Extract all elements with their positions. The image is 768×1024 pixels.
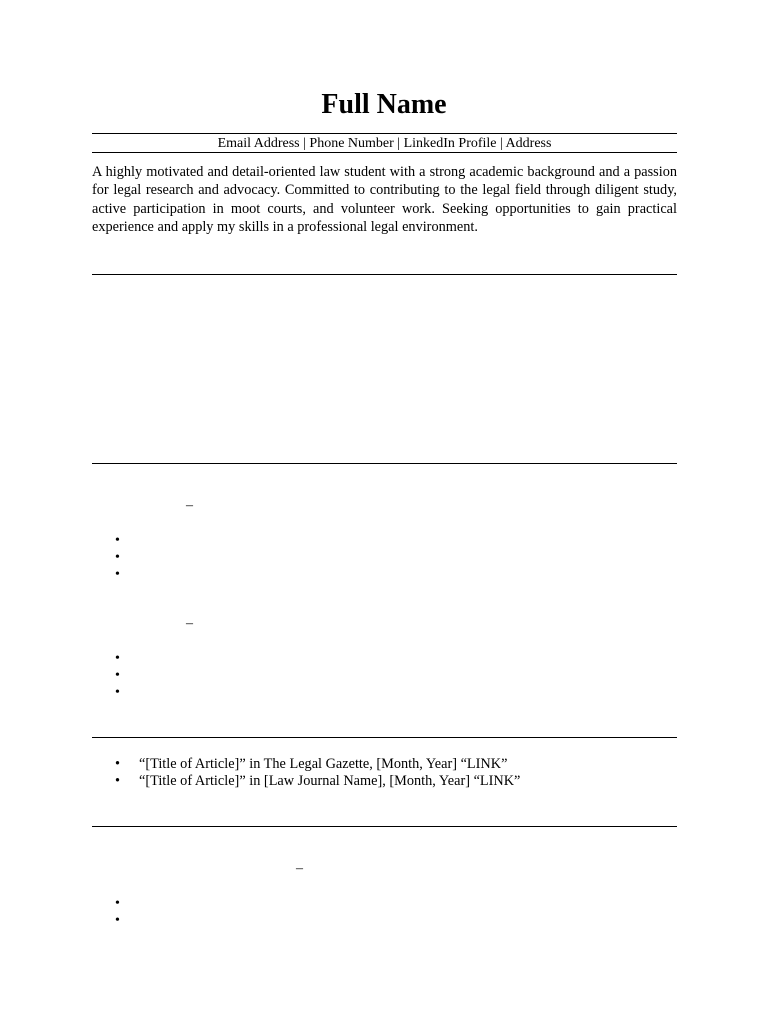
activities-entry-bullet-1: • xyxy=(115,896,120,911)
activities-entry-separator: – xyxy=(296,861,303,876)
activities-section-rule xyxy=(92,826,677,827)
publication-item xyxy=(115,756,507,773)
publication-item xyxy=(115,773,520,790)
experience-section-rule xyxy=(92,463,677,464)
contact-bottom-rule xyxy=(92,152,677,153)
contact-top-rule xyxy=(92,133,677,134)
education-section-rule xyxy=(92,274,677,275)
publication-bullet: • xyxy=(115,773,121,789)
experience-entry-2-bullet-2: • xyxy=(115,668,120,683)
contact-line: Email Address | Phone Number | LinkedIn Profile | Address xyxy=(217,136,552,151)
experience-entry-2-separator: – xyxy=(186,616,193,631)
publications-section-rule xyxy=(92,737,677,738)
experience-entry-1-bullet-3: • xyxy=(115,567,120,582)
experience-entry-1-bullet-2: • xyxy=(115,550,120,565)
experience-entry-2-bullet-1: • xyxy=(115,651,120,666)
experience-entry-1-bullet-1: • xyxy=(115,533,120,548)
experience-entry-2-bullet-3: • xyxy=(115,685,120,700)
activities-entry-bullet-2: • xyxy=(115,913,120,928)
experience-entry-1-separator: – xyxy=(186,498,193,513)
publication-text: “[Title of Article]” in [Law Journal Name], [Month, Year] “LINK” xyxy=(139,773,521,789)
full-name-heading: Full Name xyxy=(321,89,447,120)
publication-text: “[Title of Article]” in The Legal Gazette, [Month, Year] “LINK” xyxy=(139,756,508,772)
professional-summary: A highly motivated and detail-oriented law student with a strong academic background and a passion for legal research and advocacy. Committed to contributing to the legal field through diligent study, active participation in moot courts, and volunteer work. Seeking opportunities to gain practical experience and apply my skills in a professional legal environment. xyxy=(92,164,677,235)
publication-bullet: • xyxy=(115,756,121,772)
